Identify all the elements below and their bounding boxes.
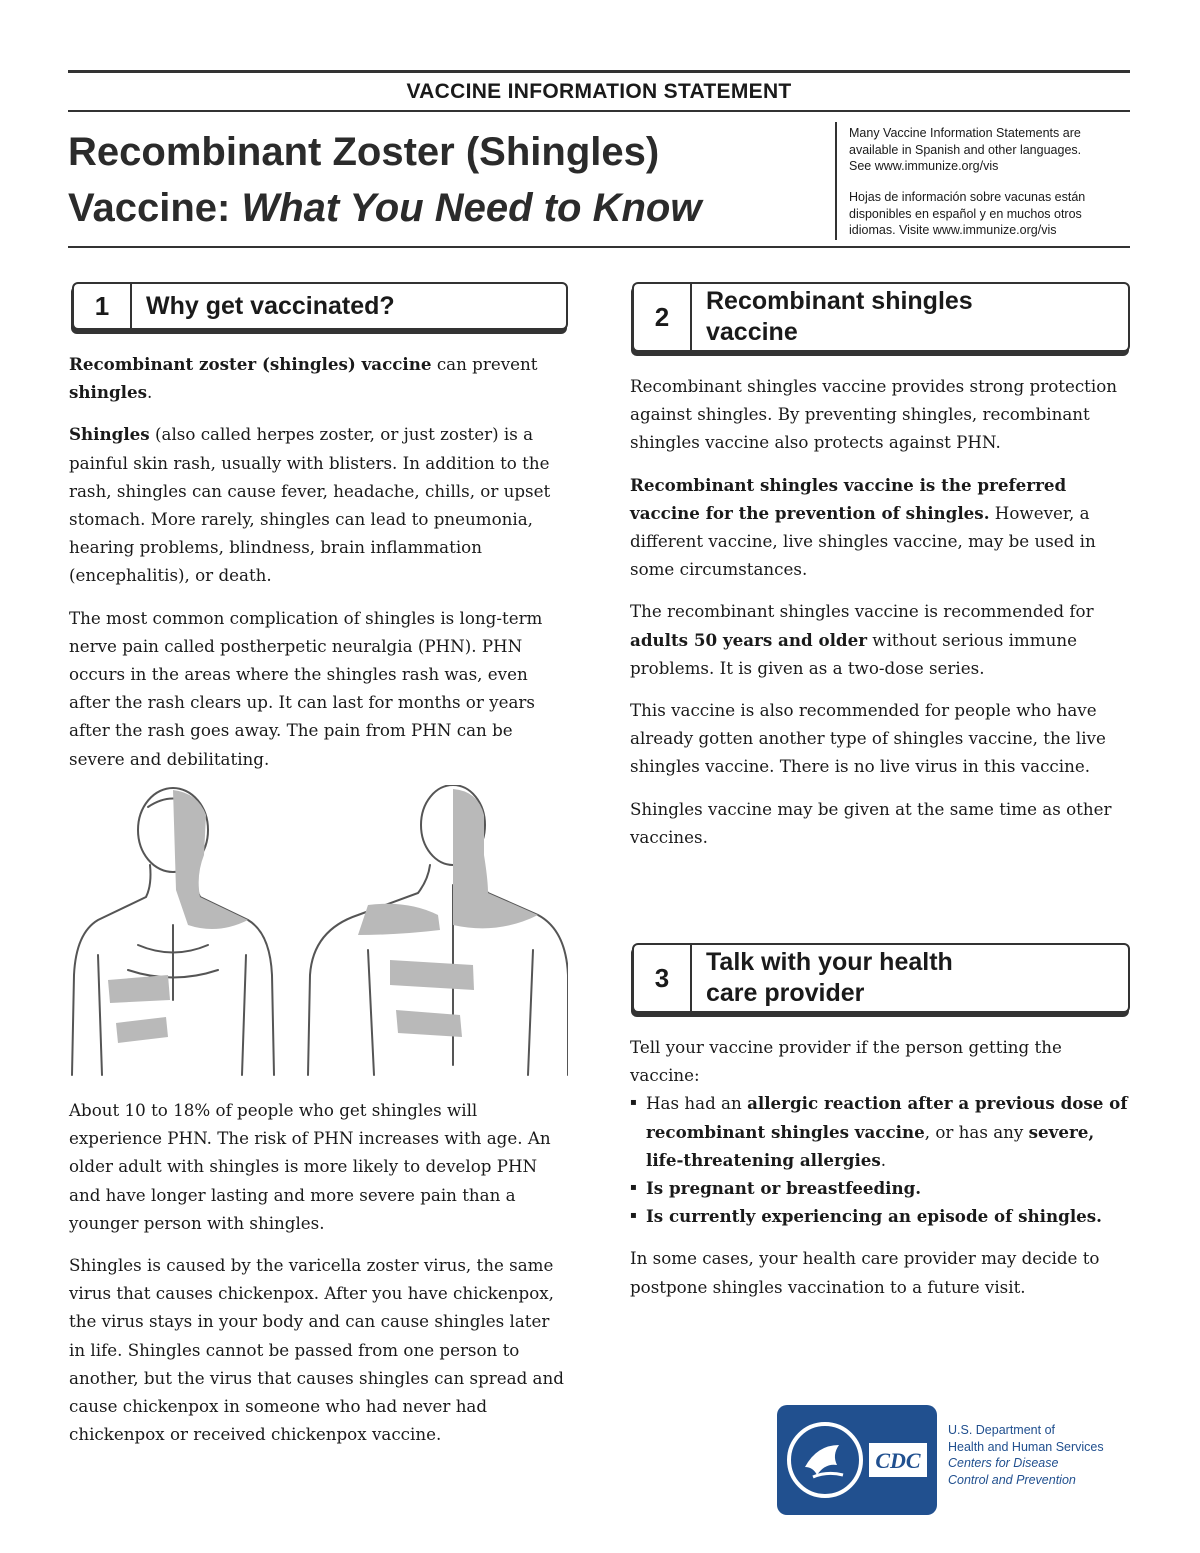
title-line: vaccine bbox=[706, 318, 798, 346]
section-1-body-top bbox=[69, 350, 569, 787]
bold-text: Is currently experiencing an episode of shingles. bbox=[646, 1206, 1102, 1227]
cdc-logo-text: CDC bbox=[875, 1448, 921, 1473]
text: . bbox=[880, 1149, 887, 1170]
section-3-body bbox=[630, 1033, 1130, 1315]
text: (also called herpes zoster, or just zoster) is a painful skin rash, usually with blisters. In addition to the rash, shingles can cause fever, headache, chills, or upset stomach. More rarely, shingles can lead to pneumonia, hearing problems, blindness, brain inflammation (encephalitis), or death. bbox=[69, 424, 551, 586]
section-3-closing: In some cases, your health care provider may decide to postpone shingles vaccination to a future visit. bbox=[630, 1248, 1100, 1297]
languages-note-english bbox=[849, 125, 1129, 175]
list-item bbox=[630, 1089, 1130, 1174]
section-2-paragraph: Recombinant shingles vaccine provides strong protection against shingles. By preventing shingles, recombinant shingles vaccine also protects against PHN. bbox=[630, 376, 1118, 453]
section-2-title bbox=[692, 284, 973, 350]
cdc-line: Centers for Disease bbox=[948, 1456, 1059, 1470]
languages-en-line: See www.immunize.org/vis bbox=[849, 159, 999, 173]
languages-es-line: disponibles en español y en muchos otros bbox=[849, 206, 1082, 221]
bold-text: Recombinant zoster (shingles) vaccine bbox=[69, 354, 432, 374]
section-1-paragraph: About 10 to 18% of people who get shingles will experience PHN. The risk of PHN increases with age. An older adult with shingles is more likely to develop PHN and have longer lasting and more severe pain than a younger person with shingles. bbox=[69, 1100, 551, 1233]
title-italic: What You Need to Know bbox=[241, 186, 702, 230]
bold-text: adults 50 years and older bbox=[630, 629, 867, 650]
section-3-intro: Tell your vaccine provider if the person getting the vaccine: bbox=[630, 1037, 1062, 1086]
section-1-paragraph bbox=[69, 420, 569, 589]
section-1-title: Why get vaccinated? bbox=[146, 291, 395, 320]
header-rule bbox=[68, 110, 1130, 112]
languages-note-spanish bbox=[849, 189, 1129, 239]
languages-es-line: Hojas de información sobre vacunas están bbox=[849, 190, 1086, 204]
header-divider bbox=[835, 122, 837, 240]
agency-names bbox=[948, 1422, 1104, 1488]
page-title-line1: Recombinant Zoster (Shingles) bbox=[68, 130, 660, 174]
section-1-paragraph bbox=[69, 350, 569, 406]
section-2-body bbox=[630, 372, 1130, 865]
section-3-title bbox=[692, 945, 953, 1011]
page-title-line2 bbox=[68, 186, 701, 231]
text: . bbox=[147, 382, 153, 403]
text: However, a different vaccine, live shingles vaccine, may be used in some circumstances. bbox=[630, 502, 1096, 580]
text: Has had an bbox=[646, 1093, 748, 1114]
section-2-paragraph bbox=[630, 597, 1130, 682]
section-2-paragraph bbox=[630, 471, 1130, 584]
section-2-paragraph: This vaccine is also recommended for people who have already gotten another type of shingles vaccine, the live shingles vaccine. There is no live virus in this vaccine. bbox=[630, 700, 1106, 777]
bold-text: Shingles bbox=[69, 424, 150, 445]
languages-en-line: Many Vaccine Information Statements are bbox=[849, 126, 1081, 140]
hhs-eagle-icon bbox=[777, 1405, 937, 1515]
statement-type-label: VACCINE INFORMATION STATEMENT bbox=[406, 80, 792, 103]
title-prefix: Vaccine: bbox=[68, 186, 231, 230]
section-1-paragraph: The most common complication of shingles is long-term nerve pain called postherpetic neuralgia (PHN). PHN occurs in the areas where the shingles rash was, even after the rash clears up. It can last for months or years after the rash goes away. The pain from PHN can be severe and debilitating. bbox=[69, 607, 543, 769]
text: The recombinant shingles vaccine is recommended for bbox=[630, 601, 1094, 622]
text: , or has any bbox=[924, 1121, 1029, 1142]
text: can prevent bbox=[431, 354, 538, 374]
header-bottom-rule bbox=[68, 246, 1130, 248]
shingles-rash-illustration bbox=[68, 785, 568, 1085]
list-item bbox=[630, 1174, 1130, 1202]
top-rule bbox=[68, 70, 1130, 73]
languages-en-line: available in Spanish and other languages. bbox=[849, 142, 1082, 157]
section-3-header bbox=[632, 943, 1130, 1013]
section-3-list bbox=[630, 1089, 1130, 1230]
bold-text: Is pregnant or breastfeeding. bbox=[646, 1178, 922, 1199]
section-1-number: 1 bbox=[74, 284, 132, 328]
section-1-header bbox=[72, 282, 568, 330]
section-3-number: 3 bbox=[634, 945, 692, 1011]
section-2-number: 2 bbox=[634, 284, 692, 350]
dept-line: Health and Human Services bbox=[948, 1439, 1104, 1454]
section-2-paragraph: Shingles vaccine may be given at the same time as other vaccines. bbox=[630, 798, 1112, 847]
section-1-paragraph: Shingles is caused by the varicella zoster virus, the same virus that causes chickenpox. After you have chickenpox, the virus stays in your body and can cause shingles later in life. Shingles cannot be passed from one person to another, but the virus that causes shingles can spread and cause chickenpox in someone who had never had chickenpox or received chickenpox vaccine. bbox=[69, 1255, 564, 1445]
cdc-line: Control and Prevention bbox=[948, 1472, 1076, 1487]
list-item bbox=[630, 1202, 1130, 1230]
title-line: Talk with your health bbox=[706, 948, 953, 976]
title-line: Recombinant shingles bbox=[706, 287, 973, 315]
title-line: care provider bbox=[706, 979, 865, 1007]
bold-text: Recombinant shingles vaccine is the preferred vaccine for the prevention of shingles. bbox=[630, 474, 1067, 523]
text: without serious immune problems. It is given as a two-dose series. bbox=[630, 629, 1077, 678]
bold-text: severe, life-threatening allergies bbox=[646, 1121, 1095, 1170]
section-2-header bbox=[632, 282, 1130, 352]
section-1-body-bottom bbox=[69, 1096, 569, 1462]
bold-text: shingles bbox=[69, 382, 148, 403]
dept-line: U.S. Department of bbox=[948, 1423, 1055, 1437]
bold-text: allergic reaction after a previous dose of recombinant shingles vaccine bbox=[646, 1093, 1128, 1142]
hhs-cdc-logo bbox=[777, 1405, 937, 1515]
languages-es-line: idiomas. Visite www.immunize.org/vis bbox=[849, 223, 1057, 237]
